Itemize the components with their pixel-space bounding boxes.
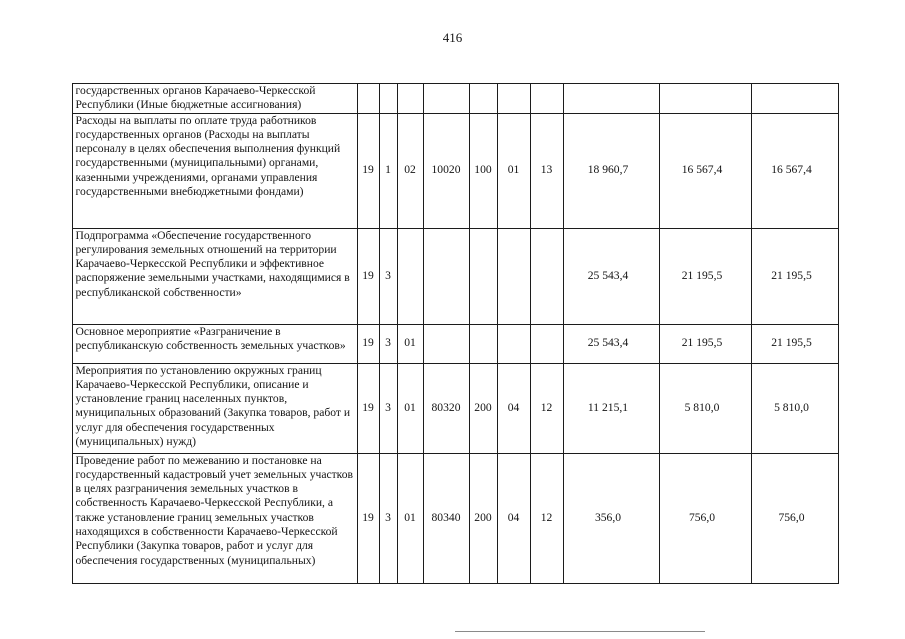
table-row xyxy=(38,324,838,363)
code-cell: 12 xyxy=(530,453,563,583)
code-cell: 19 xyxy=(357,453,379,583)
code-cell: 02 xyxy=(397,113,423,228)
amount-cell: 21 195,5 xyxy=(659,324,751,363)
code-cell xyxy=(357,84,379,114)
code-cell xyxy=(423,324,469,363)
margin-cell xyxy=(38,84,72,114)
table-row xyxy=(38,228,838,324)
code-cell: 3 xyxy=(379,324,397,363)
code-cell: 10020 xyxy=(423,113,469,228)
code-cell: 01 xyxy=(397,324,423,363)
code-cell xyxy=(423,84,469,114)
amount-cell: 756,0 xyxy=(751,453,838,583)
margin-cell xyxy=(38,453,72,583)
table-row xyxy=(38,84,838,114)
code-cell: 19 xyxy=(357,228,379,324)
amount-cell: 21 195,5 xyxy=(751,228,838,324)
amount-cell: 5 810,0 xyxy=(751,363,838,453)
code-cell: 01 xyxy=(497,113,530,228)
code-cell: 100 xyxy=(469,113,497,228)
row-description: государственных органов Карачаево-Черкесской Республики (Иные бюджетные ассигнования) xyxy=(72,84,357,114)
amount-cell: 25 543,4 xyxy=(563,228,659,324)
amount-cell: 16 567,4 xyxy=(751,113,838,228)
budget-table xyxy=(38,83,839,584)
page-number: 416 xyxy=(442,30,463,45)
code-cell xyxy=(530,84,563,114)
code-cell: 19 xyxy=(357,363,379,453)
code-cell: 12 xyxy=(530,363,563,453)
code-cell xyxy=(497,228,530,324)
code-cell: 01 xyxy=(397,453,423,583)
code-cell: 1 xyxy=(379,113,397,228)
code-cell: 04 xyxy=(497,453,530,583)
code-cell: 3 xyxy=(379,228,397,324)
table-row xyxy=(38,113,838,228)
code-cell: 80320 xyxy=(423,363,469,453)
code-cell: 19 xyxy=(357,113,379,228)
amount-cell: 756,0 xyxy=(659,453,751,583)
row-description: Проведение работ по межеванию и постановке на государственный кадастровый учет земельных участков в целях разграничения земельных участков в собственность Карачаево-Черкесской Республики, а также установление границ земельных участков находящихся в собственности Карачаево-Черкесской Республики (Закупка товаров, работ и услуг для обеспечения государственных (муниципальных) xyxy=(72,453,357,583)
code-cell: 200 xyxy=(469,363,497,453)
code-cell: 200 xyxy=(469,453,497,583)
margin-cell xyxy=(38,113,72,228)
code-cell xyxy=(423,228,469,324)
code-cell xyxy=(397,84,423,114)
code-cell: 80340 xyxy=(423,453,469,583)
code-cell: 01 xyxy=(397,363,423,453)
amount-cell: 18 960,7 xyxy=(563,113,659,228)
code-cell: 3 xyxy=(379,363,397,453)
margin-cell xyxy=(38,363,72,453)
row-description: Мероприятия по установлению окружных границ Карачаево-Черкесской Республики, описание и установление границ населенных пунктов, муниципальных образований (Закупка товаров, работ и услуг для обеспечения государственных (муниципальных) нужд) xyxy=(72,363,357,453)
table-row xyxy=(38,363,838,453)
code-cell xyxy=(397,228,423,324)
code-cell: 04 xyxy=(497,363,530,453)
code-cell xyxy=(469,84,497,114)
code-cell xyxy=(530,324,563,363)
page-bottom-rule xyxy=(455,631,705,632)
amount-cell: 11 215,1 xyxy=(563,363,659,453)
amount-cell xyxy=(659,84,751,114)
amount-cell: 16 567,4 xyxy=(659,113,751,228)
amount-cell: 5 810,0 xyxy=(659,363,751,453)
row-description: Расходы на выплаты по оплате труда работников государственных органов (Расходы на выплаты персоналу в целях обеспечения выполнения функций государственными (муниципальными) органами, казенными учреждениями, органами управления государственными внебюджетными фондами) xyxy=(72,113,357,228)
code-cell xyxy=(497,84,530,114)
code-cell xyxy=(379,84,397,114)
margin-cell xyxy=(38,324,72,363)
code-cell xyxy=(497,324,530,363)
amount-cell xyxy=(751,84,838,114)
table-row xyxy=(38,453,838,583)
amount-cell: 356,0 xyxy=(563,453,659,583)
code-cell: 13 xyxy=(530,113,563,228)
amount-cell: 21 195,5 xyxy=(751,324,838,363)
code-cell xyxy=(530,228,563,324)
amount-cell: 25 543,4 xyxy=(563,324,659,363)
code-cell xyxy=(469,228,497,324)
code-cell: 19 xyxy=(357,324,379,363)
row-description: Основное мероприятие «Разграничение в республиканскую собственность земельных участков» xyxy=(72,324,357,363)
row-description: Подпрограмма «Обеспечение государственного регулирования земельных отношений на территории Карачаево-Черкесской Республики и эффективное распоряжение земельными участками, находящимися в республиканской собственности» xyxy=(72,228,357,324)
amount-cell: 21 195,5 xyxy=(659,228,751,324)
amount-cell xyxy=(563,84,659,114)
code-cell: 3 xyxy=(379,453,397,583)
margin-cell xyxy=(38,228,72,324)
code-cell xyxy=(469,324,497,363)
